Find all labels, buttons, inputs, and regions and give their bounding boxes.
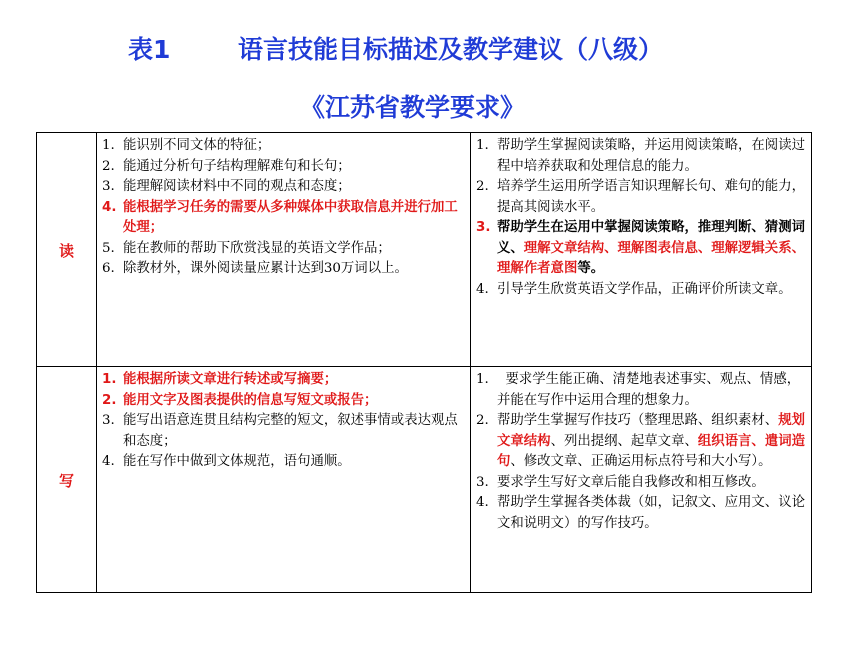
list-item: 4. 引导学生欣赏英语文学作品，正确评价所读文章。: [476, 281, 792, 297]
table-subtitle: 《江苏省教学要求》: [300, 93, 526, 122]
list-item: 2. 帮助学生掌握写作技巧（整理思路、组织素材、规划文章结构、列出提纲、起草文章、组织语言、遣词造句、修改文章、正确运用标点符号和大小写）。: [476, 413, 805, 469]
list-item-highlight: 1. 能根据所读文章进行转述或写摘要；: [102, 372, 338, 387]
list-item: 3. 能理解阅读材料中不同的观点和态度；: [102, 179, 351, 194]
skills-table: [36, 132, 812, 593]
list-item: 1. 能识别不同文体的特征；: [102, 138, 271, 153]
table-row-writing: [37, 367, 812, 593]
list-item-highlight: 4. 能根据学习任务的需要从多种媒体中获取信息并进行加工处理；: [102, 199, 458, 235]
writing-goals-cell: [97, 367, 471, 593]
reading-advice-cell: [471, 133, 812, 367]
list-item: 2. 培养学生运用所学语言知识理解长句、难句的能力，提高其阅读水平。: [476, 179, 805, 215]
table-title: [128, 28, 768, 72]
table-number: 表1: [128, 35, 171, 64]
list-item: 6. 除教材外，课外阅读量应累计达到30万词以上。: [102, 261, 408, 276]
writing-advice-cell: [471, 367, 812, 593]
list-item: 1. 要求学生能正确、清楚地表述事实、观点、情感，并能在写作中运用合理的想象力。: [476, 372, 801, 408]
row-label-reading: 读: [37, 133, 97, 367]
list-item: 4. 能在写作中做到文体规范，语句通顺。: [102, 454, 351, 469]
reading-goals-cell: [97, 133, 471, 367]
list-item: 3. 要求学生写好文章后能自我修改和相互修改。: [476, 474, 765, 490]
list-item-highlight: 2. 能用文字及图表提供的信息写短文或报告；: [102, 392, 378, 408]
list-item: 3. 能写出语意连贯且结构完整的短文，叙述事情或表达观点和态度；: [102, 413, 458, 449]
list-item-highlight: 3. 帮助学生在运用中掌握阅读策略，推理判断、猜测词义、理解文章结构、理解图表信息、理解逻辑关系、理解作者意图等。: [476, 220, 805, 276]
list-item: 4. 帮助学生掌握各类体裁（如，记叙文、应用文、议论文和说明文）的写作技巧。: [476, 495, 805, 531]
row-label-writing: 写: [37, 367, 97, 593]
table-heading: 语言技能目标描述及教学建议（八级）: [238, 35, 664, 64]
list-item: 2. 能通过分析句子结构理解难句和长句；: [102, 158, 351, 174]
list-item: 1. 帮助学生掌握阅读策略，并运用阅读策略，在阅读过程中培养获取和处理信息的能力。: [476, 138, 805, 174]
list-item: 5. 能在教师的帮助下欣赏浅显的英语文学作品；: [102, 240, 391, 256]
table-row-reading: [37, 133, 812, 367]
